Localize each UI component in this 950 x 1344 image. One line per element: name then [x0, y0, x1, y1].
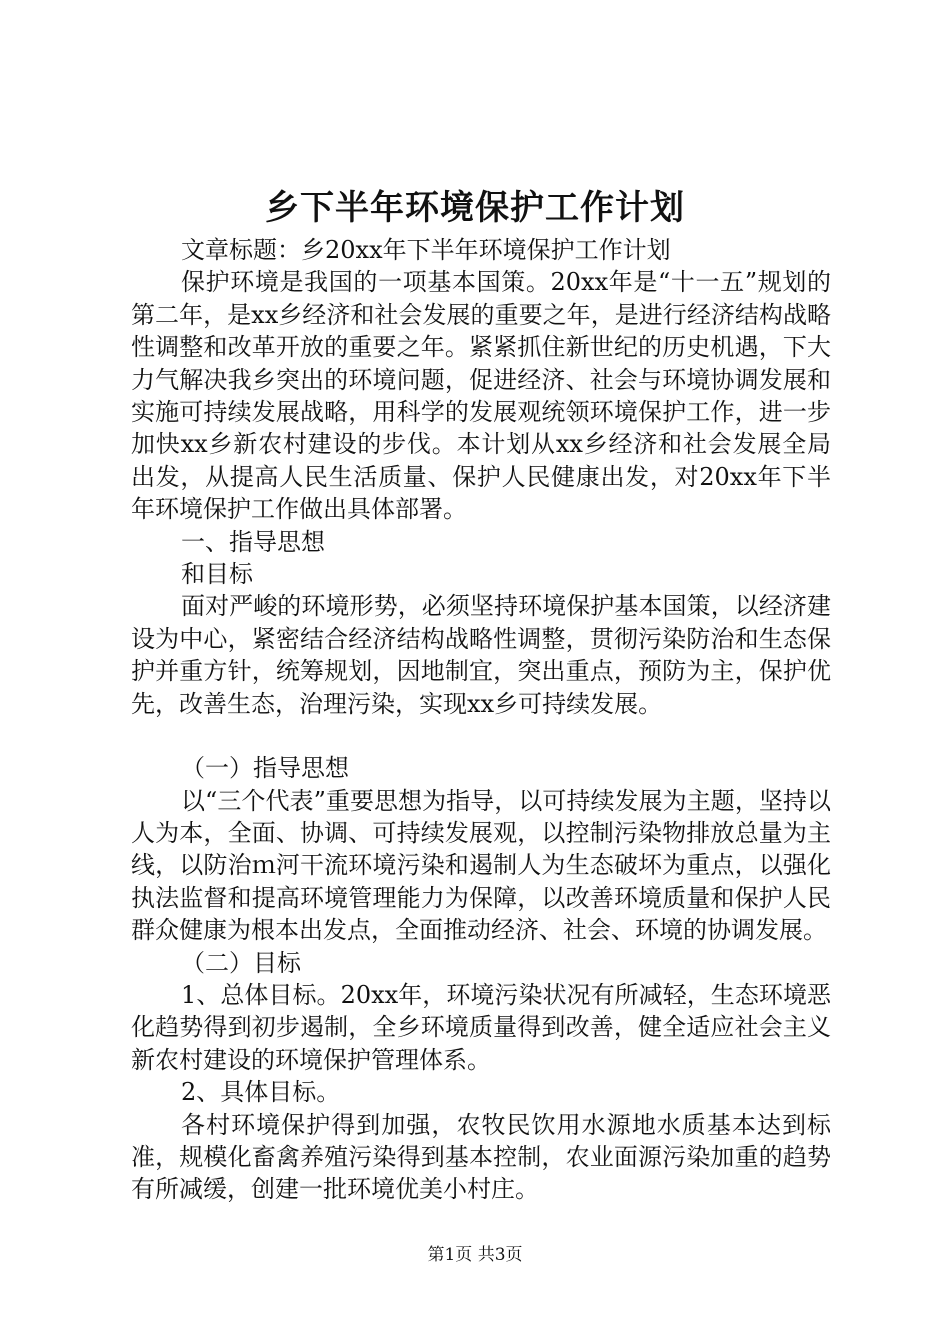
section-heading-guiding-ideology: 一、指导思想	[181, 527, 325, 556]
subheading-goals: （二）目标	[181, 948, 301, 977]
situation-paragraph: 面对严峻的环境形势，必须坚持环境保护基本国策，以经济建设为中心，紧密结合经济结构战略性调整，贯彻污染防治和生态保护并重方针，统筹规划，因地制宜，突出重点，预防为主，保护优先，改善生态，治理污染，实现xx乡可持续发展。	[131, 592, 831, 718]
section-heading-continuation: 和目标	[181, 560, 253, 589]
article-title-line: 文章标题：乡20xx年下半年环境保护工作计划	[181, 236, 671, 264]
page-number-footer: 第1页 共3页	[427, 1245, 523, 1265]
subheading-guiding-ideology: （一）指导思想	[181, 754, 349, 783]
specific-goal-heading: 2、具体目标。	[181, 1078, 341, 1107]
specific-goal-paragraph: 各村环境保护得到加强，农牧民饮用水源地水质基本达到标准，规模化畜禽养殖污染得到基本控制，农业面源污染加重的趋势有所减缓，创建一批环境优美小村庄。	[131, 1110, 831, 1204]
ideology-paragraph: 以“三个代表”重要思想为指导，以可持续发展为主题，坚持以人为本，全面、协调、可持续发展观，以控制污染物排放总量为主线，以防治ｍ河干流环境污染和遏制人为生态破坏为重点，以强化执法监督和提高环境管理能力为保障，以改善环境质量和保护人民群众健康为根本出发点，全面推动经济、社会、环境的协调发展。	[131, 786, 831, 945]
intro-paragraph: 保护环境是我国的一项基本国策。20xx年是“十一五”规划的第二年，是xx乡经济和社会发展的重要之年，是进行经济结构战略性调整和改革开放的重要之年。紧紧抓住新世纪的历史机遇，下大力气解决我乡突出的环境问题，促进经济、社会与环境协调发展和实施可持续发展战略，用科学的发展观统领环境保护工作，进一步加快xx乡新农村建设的步伐。本计划从xx乡经济和社会发展全局出发，从提高人民生活质量、保护人民健康出发，对20xx年下半年环境保护工作做出具体部署。	[131, 268, 831, 524]
document-body	[131, 234, 831, 1206]
overall-goal-paragraph: 1、总体目标。20xx年，环境污染状况有所减轻，生态环境恶化趋势得到初步遏制，全乡环境质量得到改善，健全适应社会主义新农村建设的环境保护管理体系。	[131, 980, 831, 1074]
paragraph-spacer	[131, 720, 831, 752]
document-title: 乡下半年环境保护工作计划	[265, 188, 685, 228]
